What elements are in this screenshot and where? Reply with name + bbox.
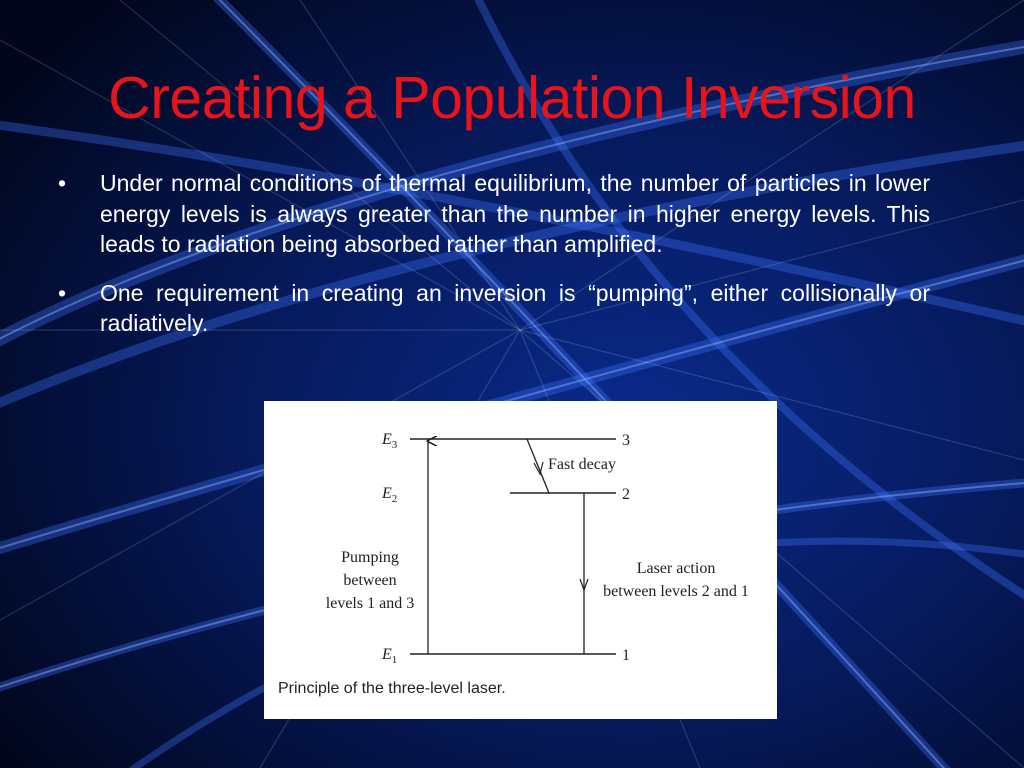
fast-decay-arrow [527, 439, 549, 493]
fast-decay-label: Fast decay [548, 456, 616, 473]
energy-label-e2: $E_2$ [382, 485, 398, 505]
bullet-item [58, 168, 930, 260]
three-level-laser-diagram [264, 401, 777, 719]
bullet-marker: • [58, 279, 67, 306]
pumping-label-line-2: between [343, 572, 397, 589]
laser-label-line-2: between levels 2 and 1 [603, 583, 749, 600]
laser-label-line-1: Laser action [636, 560, 716, 577]
pumping-label-line-3: levels 1 and 3 [325, 595, 415, 612]
level-number-3: 3 [622, 432, 630, 449]
bullet-text: Under normal conditions of thermal equilibrium, the number of particles in lower energy levels is always greater than the number in higher energy levels. This leads to radiation being absorbed rather than amplified. [100, 170, 930, 257]
energy-label-e3: $E_3$ [382, 431, 398, 451]
bullet-text: One requirement in creating an inversion is “pumping”, either collisionally or radiatively. [100, 279, 930, 336]
energy-label-e1: $E_1$ [382, 646, 398, 666]
level-number-1: 1 [622, 647, 630, 664]
level-number-2: 2 [622, 486, 630, 503]
bullet-item [58, 278, 930, 339]
diagram-caption: Principle of the three-level laser. [278, 680, 506, 697]
bullet-marker: • [58, 170, 67, 196]
pumping-label-line-1: Pumping [341, 549, 399, 566]
bullet-list [58, 168, 930, 339]
slide-title: Creating a Population Inversion [108, 65, 916, 131]
